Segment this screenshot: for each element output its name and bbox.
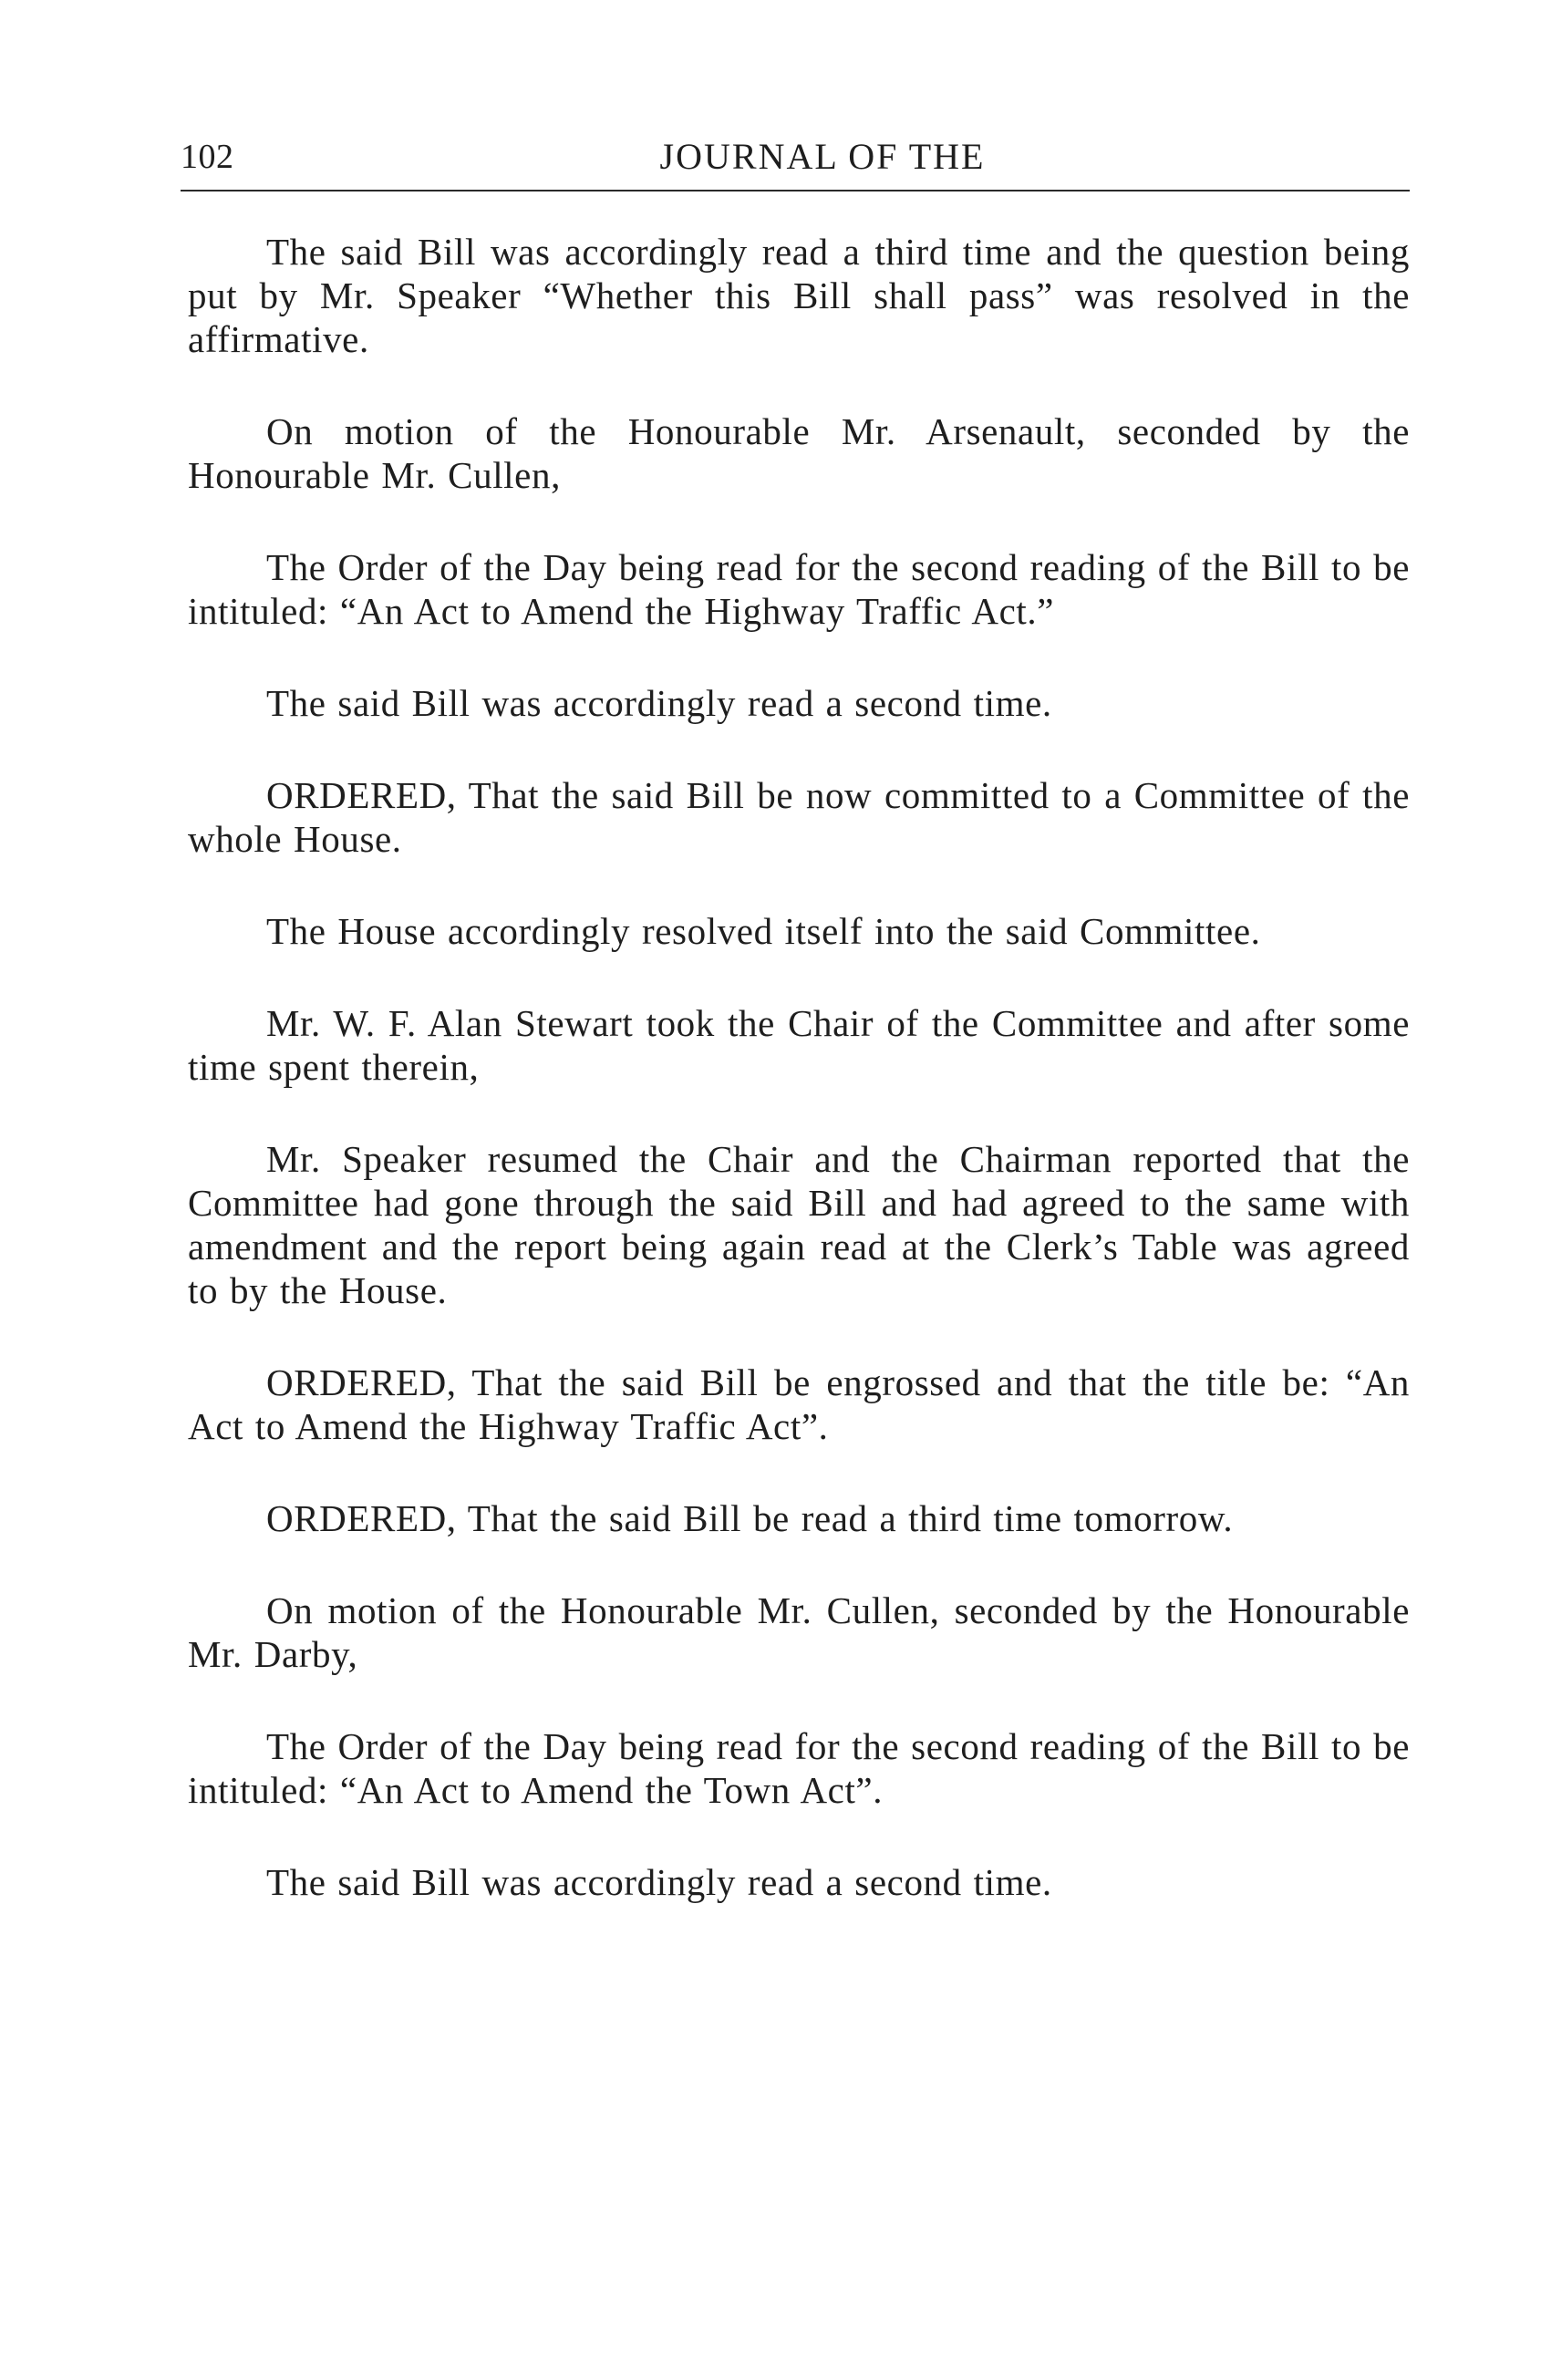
journal-body (188, 230, 1410, 1904)
paragraph-motion-arsenault: On motion of the Honourable Mr. Arsenault, seconded by the Honourable Mr. Cullen, (188, 410, 1410, 496)
paragraph-house-resolved: The House accordingly resolved itself into the said Committee. (266, 910, 1261, 952)
paragraph-order-town-act: The Order of the Day being read for the second reading of the Bill to be intituled: “An Act to Amend the Town Act”. (188, 1725, 1410, 1811)
paragraph-speaker-resumed: Mr. Speaker resumed the Chair and the Chairman reported that the Committee had gone through the said Bill and had agreed to the same with amendment and the report being again read at the Clerk’s Table was agreed to by the House. (188, 1138, 1410, 1311)
page-number: 102 (181, 138, 234, 176)
paragraph-second-reading-town-act: The said Bill was accordingly read a second time. (266, 1861, 1052, 1903)
paragraph-third-reading-passed: The said Bill was accordingly read a third time and the question being put by Mr. Speaker “Whether this Bill shall pass” was resolved in the affirmative. (188, 231, 1410, 360)
paragraph-order-highway-traffic: The Order of the Day being read for the second reading of the Bill to be intituled: “An Act to Amend the Highway Traffic Act.” (188, 546, 1410, 632)
paragraph-motion-cullen: On motion of the Honourable Mr. Cullen, seconded by the Honourable Mr. Darby, (188, 1589, 1410, 1675)
paragraph-ordered-committed: ORDERED, That the said Bill be now committed to a Committee of the whole House. (188, 774, 1410, 860)
paragraph-ordered-third-reading: ORDERED, That the said Bill be read a third time tomorrow. (266, 1497, 1234, 1539)
paragraph-stewart-chair: Mr. W. F. Alan Stewart took the Chair of the Committee and after some time spent therein, (188, 1002, 1410, 1088)
paragraph-second-reading: The said Bill was accordingly read a second time. (266, 682, 1052, 724)
running-head: JOURNAL OF THE (659, 136, 986, 177)
paragraph-ordered-engrossed: ORDERED, That the said Bill be engrossed and that the title be: “An Act to Amend the Highway Traffic Act”. (188, 1361, 1410, 1447)
page-header (181, 135, 1410, 191)
